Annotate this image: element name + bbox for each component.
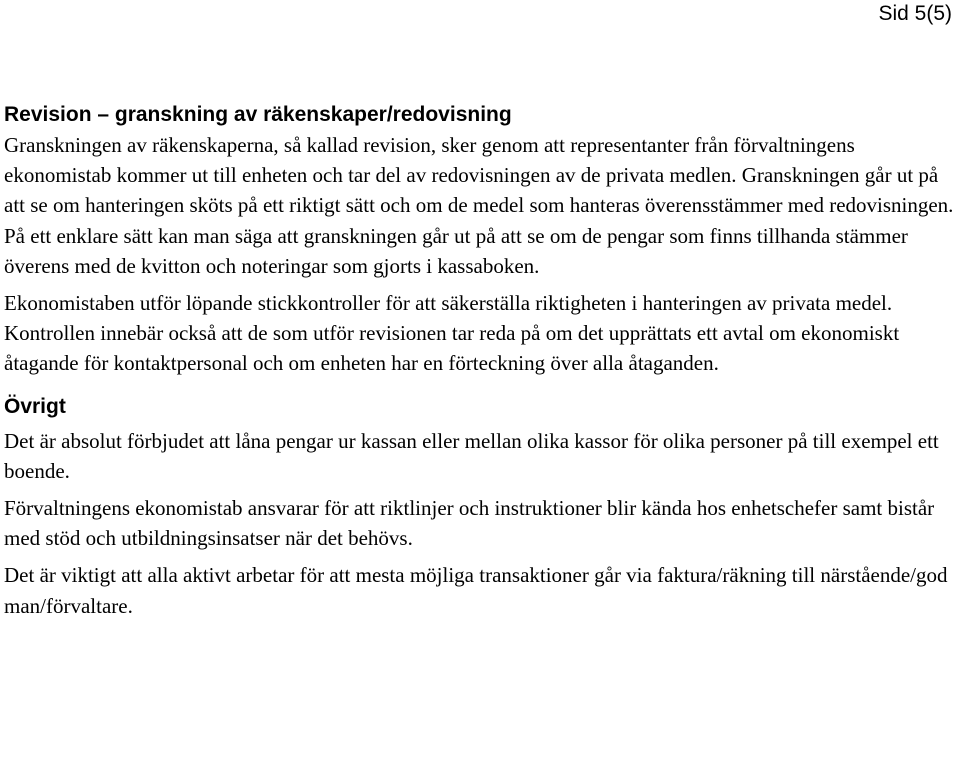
paragraph-stickkontroller: Ekonomistaben utför löpande stickkontroller för att säkerställa riktigheten i hanteringen av privata medel. Kontrollen innebär också att de som utför revisionen tar reda på om det upprättats ett avtal om ekonomiskt åtagande för kontaktpersonal och om enheten har en förteckning över alla åtaganden. [4, 291, 900, 376]
paragraph-forbjudet-lana: Det är absolut förbjudet att låna pengar ur kassan eller mellan olika kassor för olika personer på till exempel ett boende. [4, 428, 939, 483]
paragraph-riktlinjer: Förvaltningens ekonomistab ansvarar för att riktlinjer och instruktioner blir kända hos enhetschefer samt bistår med stöd och utbildningsinsatser när det behövs. [4, 496, 935, 551]
section-heading-revision: Revision – granskning av räkenskaper/redovisning [4, 103, 512, 126]
section-heading-ovrigt: Övrigt [4, 394, 66, 418]
page-number: Sid 5(5) [878, 2, 952, 25]
paragraph-granskning: Granskningen av räkenskaperna, så kallad revision, sker genom att representanter från förvaltningens ekonomistab kommer ut till enheten och tar del av redovisningen av de privata medlen. Granskningen går ut på att se om hanteringen sköts på ett riktigt sätt och om de medel som hanteras överensstämmer med redovisningen. På ett enklare sätt kan man säga att granskningen går ut på att se om de pengar som finns tillhanda stämmer överens med de kvitton och noteringar som gjorts i kassaboken. [4, 133, 954, 278]
document-body [4, 100, 956, 621]
paragraph-transaktioner: Det är viktigt att alla aktivt arbetar för att mesta möjliga transaktioner går via faktura/räkning till närstående/god man/förvaltare. [4, 563, 948, 618]
